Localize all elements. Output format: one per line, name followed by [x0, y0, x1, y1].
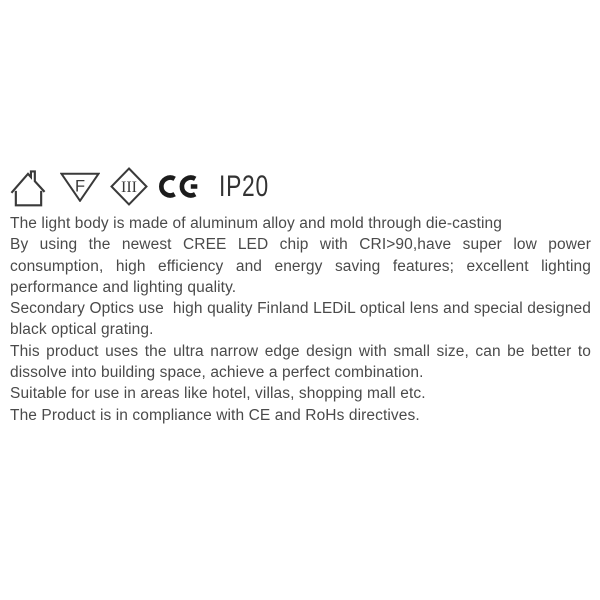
- f-mark-triangle-icon: [60, 172, 100, 202]
- ip-rating-label: IP20: [219, 169, 269, 203]
- f-mark-letter: F: [74, 177, 86, 195]
- ce-mark-icon: [159, 174, 202, 199]
- description-paragraph-chip: By using the newest CREE LED chip with CRI>90,have super low power consumption, high efficiency and energy saving features; excellent lighting performance and lighting quality.: [10, 236, 596, 296]
- description-paragraph-optics: Secondary Optics use high quality Finland LEDiL optical lens and special designed black optical grating.: [10, 300, 596, 339]
- indoor-use-house-icon: [10, 167, 47, 207]
- description-paragraph-usage: Suitable for use in areas like hotel, villas, shopping mall etc.: [10, 385, 426, 403]
- class-iii-numeral: III: [121, 179, 137, 196]
- product-description: [10, 213, 596, 426]
- description-paragraph-design: This product uses the ultra narrow edge design with small size, can be better to dissolve into building space, achieve a perfect combination.: [10, 342, 596, 382]
- class-iii-diamond-icon: [110, 167, 148, 206]
- certification-icons-row: [10, 166, 285, 207]
- description-paragraph-body: The light body is made of aluminum alloy and mold through die-casting: [10, 215, 502, 232]
- description-paragraph-compliance: The Product is in compliance with CE and RoHs directives.: [10, 406, 420, 424]
